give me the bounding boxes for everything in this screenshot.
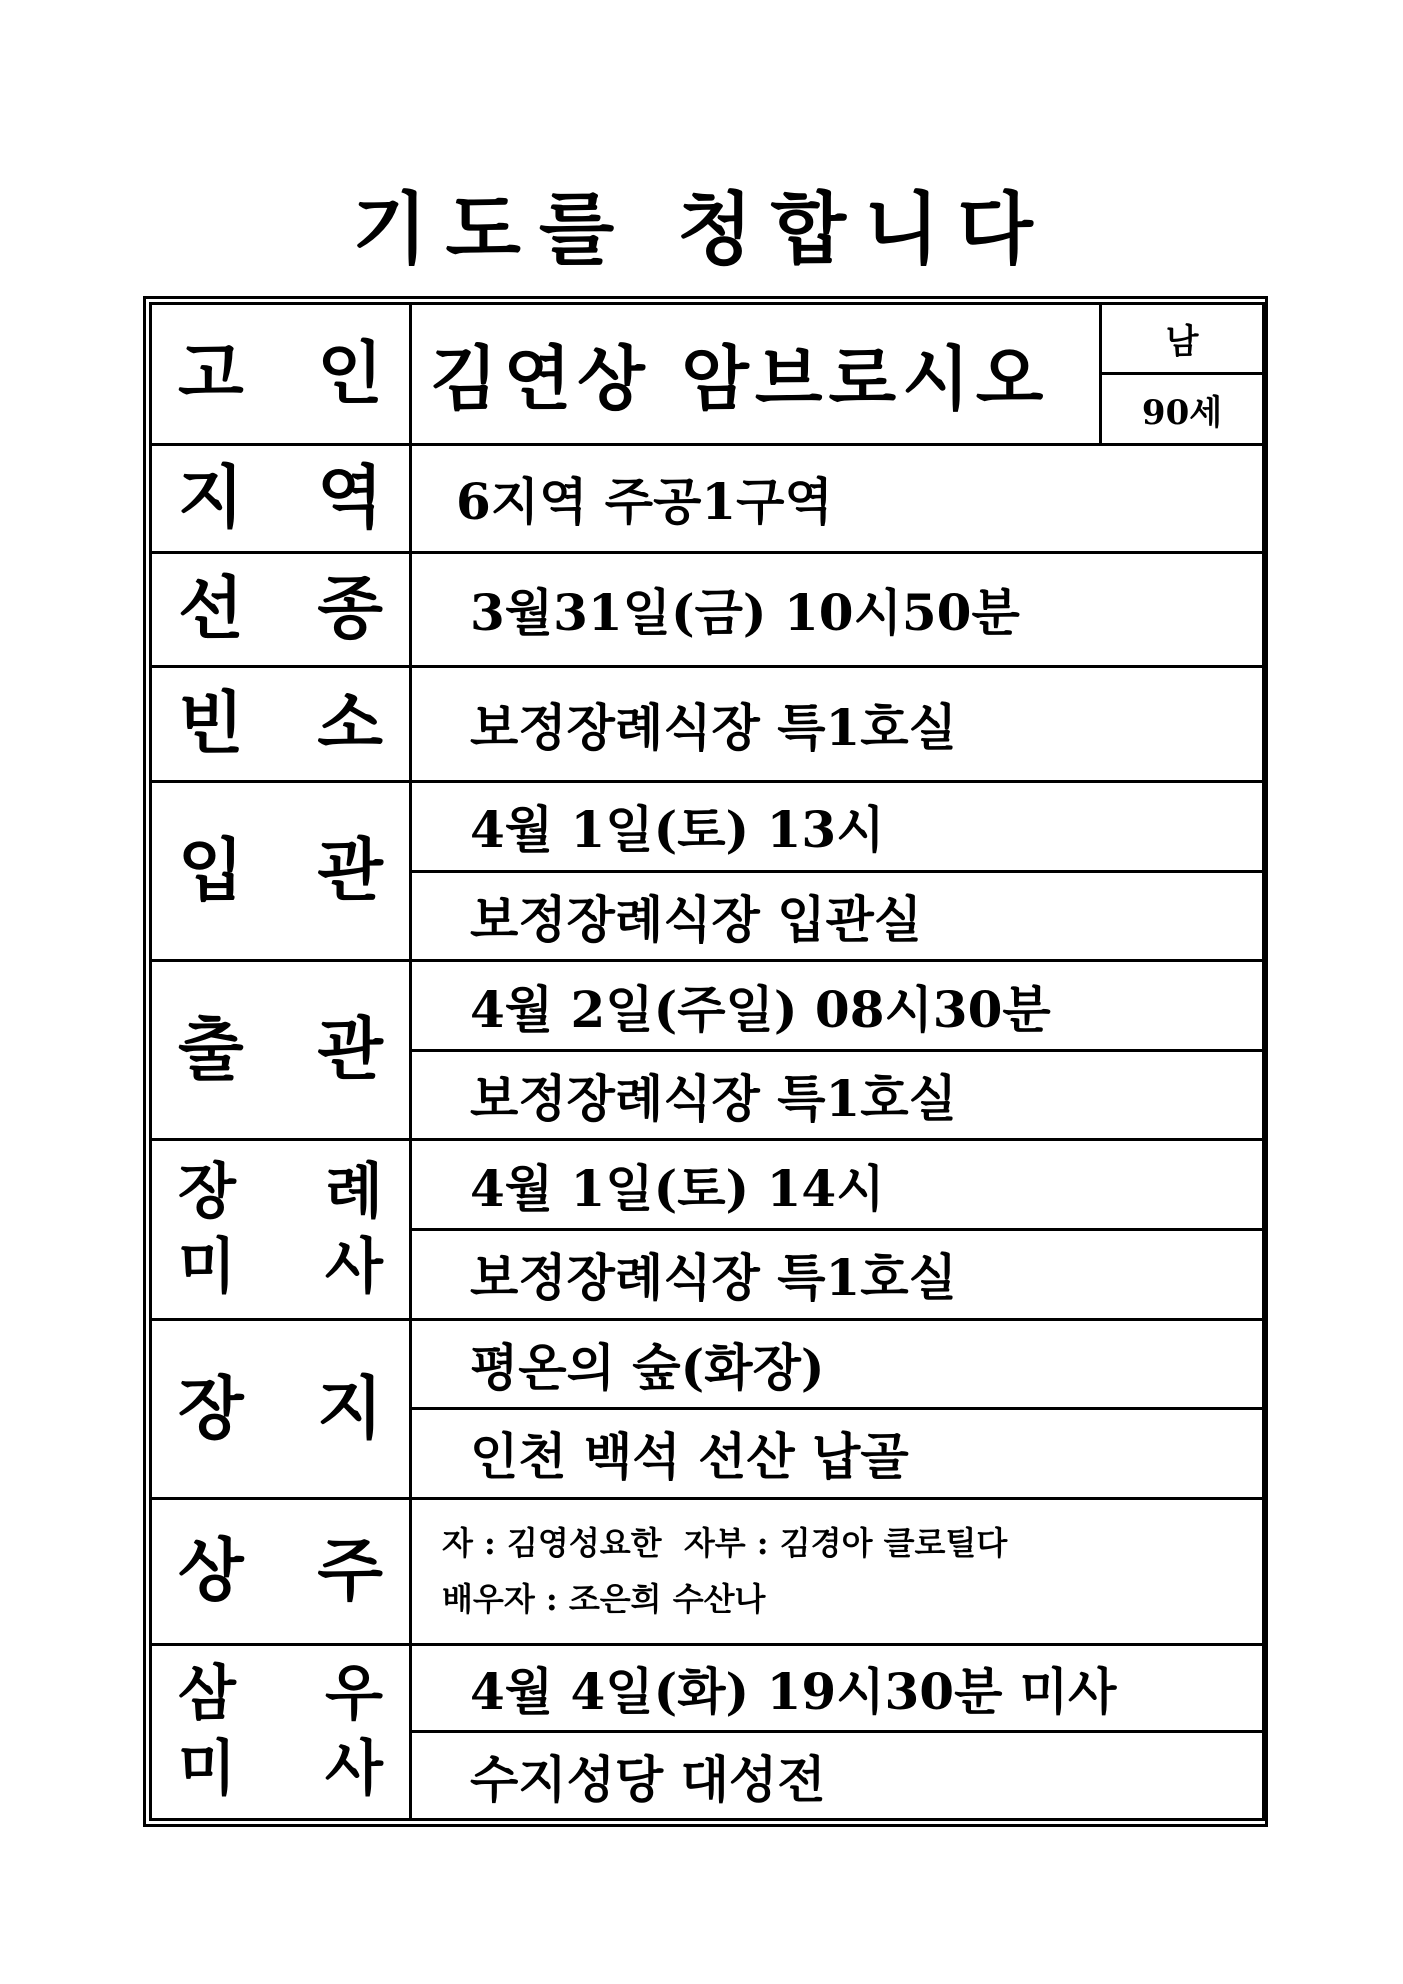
deceased-age: 90세: [1101, 374, 1264, 444]
encoffin-time: 4월 1일(토) 13시: [411, 782, 1264, 872]
death-label: 선 종: [151, 552, 411, 667]
obituary-table: [149, 302, 1265, 1821]
page-title: 기도를 청합니다: [352, 184, 1051, 275]
funeral-home-value: 보정장례식장 특1호실: [411, 667, 1264, 782]
deceased-name: 김연상 암브로시오: [411, 304, 1101, 445]
chief-mourner-label: 상 주: [151, 1498, 411, 1644]
death-value: 3월31일(금) 10시50분: [411, 552, 1264, 667]
chief-mourner-line2: 배우자 : 조은희 수산나: [442, 1580, 766, 1619]
funeral-mass-place: 보정장례식장 특1호실: [411, 1230, 1264, 1320]
chief-mourner-value: [411, 1498, 1264, 1644]
third-day-mass-time: 4월 4일(화) 19시30분 미사: [411, 1644, 1264, 1732]
region-value: 6지역 주공1구역: [411, 444, 1264, 552]
deceased-gender: 남: [1101, 304, 1264, 374]
region-label: 지 역: [151, 444, 411, 552]
burial-label: 장 지: [151, 1319, 411, 1498]
chief-mourner-line1: 자 : 김영성요한 자부 : 김경아 클로틸다: [442, 1524, 1008, 1563]
burial-line1: 평온의 숲(화장): [411, 1319, 1264, 1409]
departure-time: 4월 2일(주일) 08시30분: [411, 961, 1264, 1051]
encoffin-place: 보정장례식장 입관실: [411, 871, 1264, 961]
third-day-mass-label: 삼 우 미 사: [151, 1644, 411, 1819]
funeral-mass-label: 장 례 미 사: [151, 1140, 411, 1319]
departure-place: 보정장례식장 특1호실: [411, 1050, 1264, 1140]
funeral-home-label: 빈 소: [151, 667, 411, 782]
deceased-label: 고 인: [151, 304, 411, 445]
encoffin-label: 입 관: [151, 782, 411, 961]
burial-line2: 인천 백석 선산 납골: [411, 1409, 1264, 1499]
third-day-mass-place: 수지성당 대성전: [411, 1732, 1264, 1820]
funeral-mass-time: 4월 1일(토) 14시: [411, 1140, 1264, 1230]
departure-label: 출 관: [151, 961, 411, 1140]
